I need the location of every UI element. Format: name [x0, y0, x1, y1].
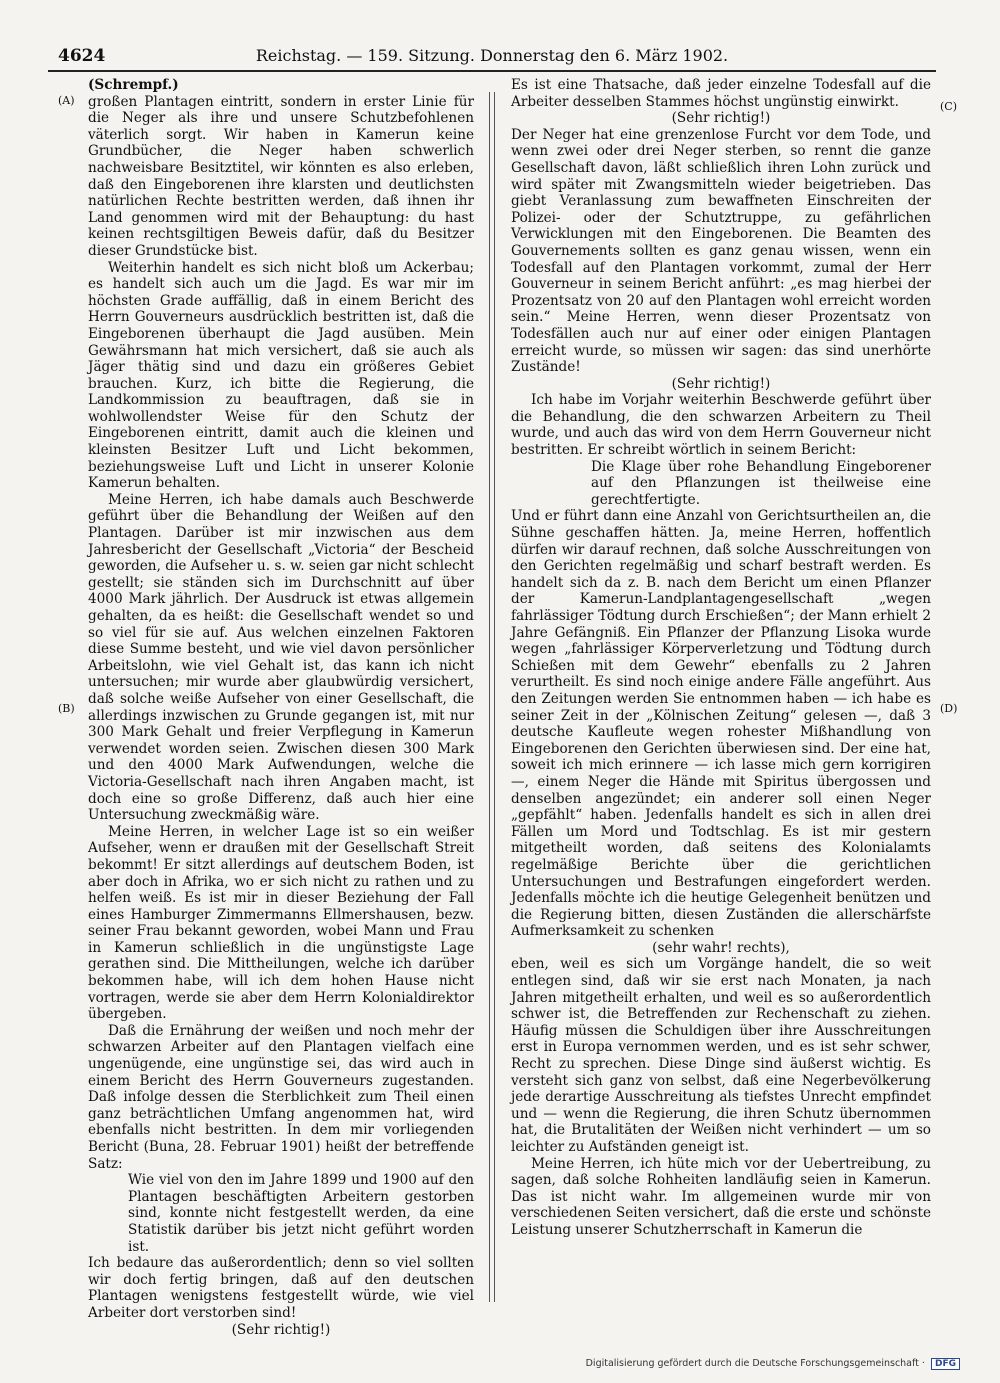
paragraph: Meine Herren, ich habe damals auch Beschwerde geführt über die Behandlung der Weißen auf den Plantagen. Darüber ist mir inzwischen aus dem Jahresbericht der Gesellschaft „Victoria“ der Bescheid geworden, die Aufseher u. s. w. seien gar nicht schlecht gestellt; sie ständen sich im Durchschnitt auf über 4000 Mark jährlich. Der Ausdruck ist etwas allgemein gehalten, da es heißt: die Gesellschaft wendet so und so viel für sie auf. Aus welchen einzelnen Faktoren diese Summe besteht, und wie viel davon persönlicher Arbeitslohn, wie viel Gehalt ist, das kann ich nicht untersuchen; mir wurde aber glaubwürdig versichert, daß solche weiße Aufseher von einer Gesellschaft, die allerdings inzwischen zu Grunde gegangen ist, mit nur 300 Mark Gehalt und freier Verpflegung in Kamerun verwendet worden seien. Zwischen diesen 300 Mark und den 4000 Mark Aufwendungen, welche die Victoria-Gesellschaft nach ihren Angaben macht, ist doch eine so große Differenz, daß auch hier eine Untersuchung zweckmäßig wäre. [88, 491, 474, 824]
interjection: (Sehr richtig!) [671, 375, 771, 392]
page-number: 4624 [58, 46, 106, 66]
paragraph: Es ist eine Thatsache, daß jeder einzelne Todesfall auf die Arbeiter desselben Stammes höchst ungünstig einwirkt. [511, 77, 931, 110]
interjection: (Sehr richtig!) [671, 110, 771, 127]
paragraph: Daß die Ernährung der weißen und noch mehr der schwarzen Arbeiter auf den Plantagen vielfach eine ungenügende, eine ungünstige sei, das wird auch in einem Bericht des Herrn Gouverneurs zugestanden. Daß infolge dessen die Sterblichkeit zum Theil einen ganz beträchtlichen Umfang angenommen hat, wird ebenfalls nicht bestritten. In dem mir vorliegenden Bericht (Buna, 28. Februar 1901) heißt der betreffende Satz: [88, 1022, 474, 1172]
paragraph: Meine Herren, in welcher Lage ist so ein weißer Aufseher, wenn er draußen mit der Gesellschaft Streit bekommt! Er sitzt allerdings auf deutschem Boden, ist aber doch in Afrika, wo er sich nicht zu rathen und zu helfen weiß. Es ist mir in dieser Beziehung der Fall eines Hamburger Zimmermanns Ellmershausen, bezw. seiner Frau bekannt geworden, wobei Mann und Frau in Kamerun schließlich in die ungünstigste Lage gerathen sind. Die Mittheilungen, welche ich darüber bekommen habe, will ich dem hohen Hause nicht vortragen, werde sie aber dem Herrn Kolonialdirektor übergeben. [88, 823, 474, 1023]
column-divider [494, 92, 495, 1302]
paragraph: Weiterhin handelt es sich nicht bloß um Ackerbau; es handelt sich auch um die Jagd. Es war mir im höchsten Grade auffällig, daß in einem Bericht des Herrn Gouverneurs ausdrücklich bestritten ist, daß die Eingeborenen überhaupt die Jagd ausüben. Mein Gewährsmann hat mich versichert, daß sie auch als Jäger thätig sind und dazu ein größeres Gebiet brauchen. Kurz, ich bitte die Regierung, die Landkommission zu beauftragen, daß sie in wohlwollendster Weise für den Schutz der Eingeborenen eintritt, damit auch die kleinen und kleinsten Besitzer Luft und Licht bekommen, beziehungsweise Luft und Licht in unserer Kolonie Kamerun behalten. [88, 259, 474, 492]
paragraph: Ich habe im Vorjahr weiterhin Beschwerde geführt über die Behandlung, die den schwarzen Arbeitern zu Theil wurde, und auch das wird von dem Herrn Gouverneur nicht bestritten. Er schreibt wörtlich in seinem Bericht: [511, 392, 931, 459]
margin-mark-a: (A) [58, 94, 75, 107]
margin-mark-c: (C) [940, 100, 957, 113]
block-quote: Wie viel von den im Jahre 1899 und 1900 auf den Plantagen beschäftigten Arbeitern gestorben sind, konnte nicht festgestellt werden, da eine Statistik darüber bis jetzt nicht geführt worden ist. [128, 1172, 474, 1255]
column-right [511, 77, 931, 1239]
header-rule [48, 70, 936, 72]
paragraph: Der Neger hat eine grenzenlose Furcht vor dem Tode, und wenn zwei oder drei Neger sterben, so rennt die ganze Gesellschaft davon, läßt schließlich ihren Lohn zurück und wird später mit Zwangsmitteln wieder beigetrieben. Das giebt Veranlassung zum bewaffneten Einschreiten der Polizei- oder der Schutztruppe, zu gefährlichen Verwicklungen mit den Eingeborenen. Die Beamten des Gouvernements sollten es ganz genau wissen, wenn ein Todesfall auf den Plantagen vorkommt, zumal der Herr Gouverneur in seinem Bericht anführt: „es mag hierbei der Prozentsatz von 20 auf den Plantagen wohl erreicht worden sein.“ Meine Herren, wenn dieser Prozentsatz von Todesfällen auch nur auf einer oder einigen Plantagen erreicht wurde, so müssen wir sagen: das sind unerhörte Zustände! [511, 126, 931, 376]
paragraph: großen Plantagen eintritt, sondern in erster Linie für die Neger als ihre und unsere Schutzbefohlenen väterlich sorgt. Wir haben in Kamerun keine Grundbücher, die Neger haben schwerlich nachweisbare Besitztitel, wir könnten es also erleben, daß den Eingeborenen ihre klarsten und deutlichsten natürlichen Rechte bestritten werden, daß ihnen ihr Land genommen wird mit der Behauptung: du hast keinen rechtsgiltigen Beweis dafür, daß du Besitzer dieser Grundstücke bist. [88, 93, 474, 259]
interjection: (Sehr richtig!) [231, 1321, 331, 1338]
paragraph: Und er führt dann eine Anzahl von Gerichtsurtheilen an, die Sühne geschaffen hätten. Ja, meine Herren, hoffentlich dürfen wir darauf rechnen, daß solche Ausschreitungen von den Gerichten regelmäßig und scharf bestraft werden. Es handelt sich da z. B. nach dem Bericht um einen Pflanzer der Kamerun-Landplantagengesellschaft „wegen fahrlässiger Tödtung durch Erschießen“; der Mann erhielt 2 Jahre Gefängniß. Ein Pflanzer der Pflanzung Lisoka wurde wegen „fahrlässiger Körperverletzung und Tödtung durch Schießen mit dem Gewehr“ ebenfalls zu 2 Jahren verurtheilt. Es sind noch einige andere Fälle angeführt. Aus den Zeitungen werden Sie entnommen haben — ich habe es seiner Zeit in der „Kölnischen Zeitung“ gelesen —, daß 3 deutsche Kaufleute wegen rohester Mißhandlung von Eingeborenen den Gerichten überwiesen sind. Der eine hat, soweit ich mich erinnere — ich lasse mich gern korrigiren —, einem Neger die Hände mit Spiritus übergossen und denselben angezündet; ein anderer soll einen Neger „gepfählt“ haben. Jedenfalls handelt es sich in allen drei Fällen um Mord und Todtschlag. Es ist mir gestern mitgetheilt worden, daß seitens des Kolonialamts regelmäßige Berichte über die gerichtlichen Untersuchungen und Bestrafungen eingefordert werden. Jedenfalls möchte ich die heutige Gelegenheit benützen und die Regierung bitten, diesen Zuständen die allerschärfste Aufmerksamkeit zu schenken [511, 508, 931, 940]
speaker-name: (Schrempf.) [88, 77, 179, 93]
block-quote: Die Klage über rohe Behandlung Eingeborener auf den Pflanzungen ist theilweise eine gerechtfertigte. [591, 458, 931, 508]
footer-text: Digitalisierung gefördert durch die Deutsche Forschungsgemeinschaft · [585, 1358, 925, 1369]
margin-mark-d: (D) [940, 702, 958, 715]
paragraph: Meine Herren, ich hüte mich vor der Uebertreibung, zu sagen, daß solche Rohheiten landläufig seien in Kamerun. Das ist nicht wahr. Im allgemeinen wurde mir von verschiedenen Seiten versichert, daß die erste und schönste Leistung unserer Schutzherrschaft in Kamerun die [511, 1155, 931, 1238]
page-header [48, 40, 936, 70]
footer-credit [586, 1358, 960, 1370]
dfg-logo: DFG [931, 1358, 960, 1370]
running-title: Reichstag. — 159. Sitzung. Donnerstag den 6. März 1902. [255, 46, 729, 65]
paragraph: Ich bedaure das außerordentlich; denn so viel sollten wir doch fertig bringen, daß auf den deutschen Plantagen wenigstens festgestellt würde, wie viel Arbeiter dort verstorben sind! [88, 1255, 474, 1321]
column-divider [489, 92, 490, 1302]
margin-mark-b: (B) [58, 702, 75, 715]
column-left [88, 77, 474, 1338]
interjection: (sehr wahr! rechts), [652, 939, 790, 956]
paragraph: eben, weil es sich um Vorgänge handelt, die so weit entlegen sind, daß wir sie erst nach Monaten, ja nach Jahren mitgetheilt erhalten, und weil es so außerordentlich schwer ist, die Betreffenden zur Rechenschaft zu ziehen. Häufig müssen die Schuldigen über ihre Ausschreitungen erst in Europa vernommen werden, und es ist sehr schwer, Recht zu sprechen. Diese Dinge sind äußerst wichtig. Es versteht sich ganz von selbst, daß eine Negerbevölkerung jede derartige Ausschreitung als tiefstes Unrecht empfindet und — wenn die Regierung, die ihren Schutz übernommen hat, die Brutalitäten der Weißen nicht verhindert — um so leichter zu Aufständen geneigt ist. [511, 956, 931, 1155]
